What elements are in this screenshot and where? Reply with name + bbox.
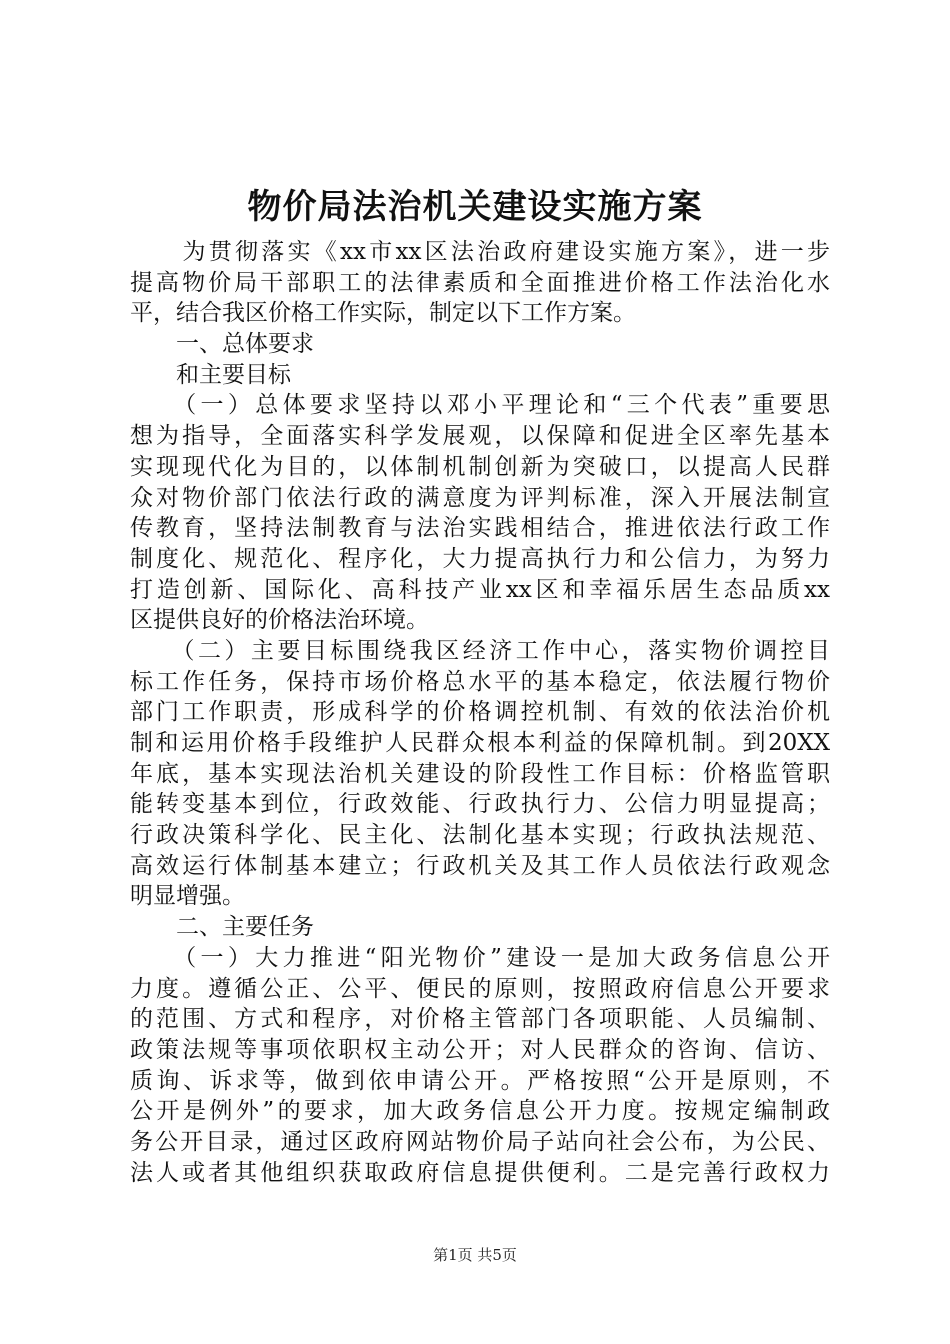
body-line: 能转变基本到位，行政效能、行政执行力、公信力明显提高； xyxy=(130,791,830,818)
body-line: 务公开目录，通过区政府网站物价局子站向社会公布，为公民、 xyxy=(130,1128,830,1155)
body-line: 为贯彻落实《xx市xx区法治政府建设实施方案》，进一步 xyxy=(130,239,830,265)
body-line: 行政决策科学化、民主化、法制化基本实现；行政执法规范、 xyxy=(130,822,830,849)
body-line: 法人或者其他组织获取政府信息提供便利。二是完善行政权力 xyxy=(130,1159,830,1186)
body-line: 实现现代化为目的，以体制机制创新为突破口，以提高人民群 xyxy=(130,453,830,480)
section-heading: 一、总体要求 xyxy=(130,331,314,358)
body-line: 公开是例外”的要求，加大政务信息公开力度。按规定编制政 xyxy=(130,1098,830,1125)
body-line: 想为指导，全面落实科学发展观，以保障和促进全区率先基本 xyxy=(130,423,830,450)
body-line: 提高物价局干部职工的法律素质和全面推进价格工作法治化水 xyxy=(130,269,830,296)
body-line: （二）主要目标围绕我区经济工作中心，落实物价调控目 xyxy=(130,637,830,664)
body-line: 标工作任务，保持市场价格总水平的基本稳定，依法履行物价 xyxy=(130,668,830,695)
body-line: 政策法规等事项依职权主动公开；对人民群众的咨询、信访、 xyxy=(130,1036,830,1063)
body-line: 区提供良好的价格法治环境。 xyxy=(130,607,429,634)
body-line: 传教育，坚持法制教育与法治实践相结合，推进依法行政工作 xyxy=(130,515,830,542)
body-line: 的范围、方式和程序，对价格主管部门各项职能、人员编制、 xyxy=(130,1006,830,1033)
body-line: 年底，基本实现法治机关建设的阶段性工作目标：价格监管职 xyxy=(130,760,830,787)
body-line: 众对物价部门依法行政的满意度为评判标准，深入开展法制宣 xyxy=(130,484,830,511)
page-number-footer: 第1页 共5页 xyxy=(433,1246,517,1264)
body-line: 明显增强。 xyxy=(130,883,245,910)
body-line: 高效运行体制基本建立；行政机关及其工作人员依法行政观念 xyxy=(130,852,830,879)
body-line: 质询、诉求等，做到依申请公开。严格按照“公开是原则，不 xyxy=(130,1067,830,1094)
body-line: 制和运用价格手段维护人民群众根本利益的保障机制。到20XX xyxy=(130,730,830,756)
document-title: 物价局法治机关建设实施方案 xyxy=(247,187,703,227)
body-line: 平，结合我区价格工作实际，制定以下工作方案。 xyxy=(130,300,636,327)
section-heading: 二、主要任务 xyxy=(130,914,314,941)
body-line: 部门工作职责，形成科学的价格调控机制、有效的依法治价机 xyxy=(130,699,830,726)
body-line: （一）大力推进“阳光物价”建设一是加大政务信息公开 xyxy=(130,944,830,971)
body-line: 打造创新、国际化、高科技产业xx区和幸福乐居生态品质xx xyxy=(130,576,830,603)
body-line: 制度化、规范化、程序化，大力提高执行力和公信力，为努力 xyxy=(130,545,830,572)
body-line: （一）总体要求坚持以邓小平理论和“三个代表”重要思 xyxy=(130,392,830,419)
section-heading: 和主要目标 xyxy=(130,361,291,388)
document-body xyxy=(130,237,830,1188)
body-line: 力度。遵循公正、公平、便民的原则，按照政府信息公开要求 xyxy=(130,975,830,1002)
